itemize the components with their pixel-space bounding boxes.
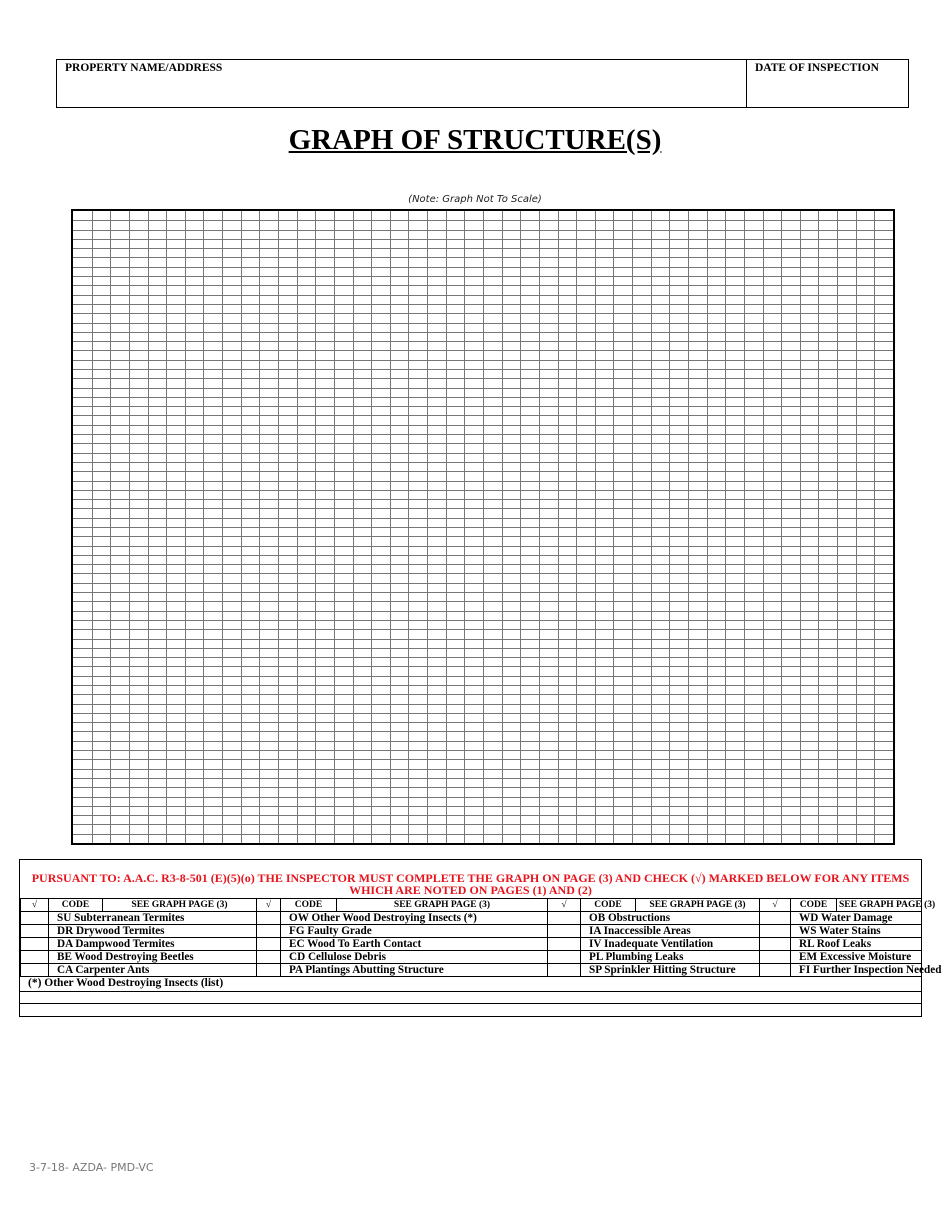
checkbox[interactable] xyxy=(257,912,281,925)
checkbox[interactable] xyxy=(760,964,791,977)
code-item: BE Wood Destroying Beetles xyxy=(49,951,257,964)
checkbox[interactable] xyxy=(760,912,791,925)
checkbox[interactable] xyxy=(548,951,581,964)
code-item: WD Water Damage xyxy=(791,912,922,925)
graph-note: (Note: Graph Not To Scale) xyxy=(408,194,542,205)
code-item: PL Plumbing Leaks xyxy=(581,951,760,964)
code-item: FI Further Inspection Needed xyxy=(791,964,922,977)
code-item: RL Roof Leaks xyxy=(791,938,922,951)
checkbox[interactable] xyxy=(760,951,791,964)
form-footer-code: 3-7-18- AZDA- PMD-VC xyxy=(29,1161,154,1174)
checkbox[interactable] xyxy=(548,964,581,977)
checkbox[interactable] xyxy=(760,938,791,951)
checkbox[interactable] xyxy=(257,925,281,938)
other-insects-label: (*) Other Wood Destroying Insects (list) xyxy=(28,977,224,989)
code-header: CODE xyxy=(581,899,636,912)
checkbox[interactable] xyxy=(21,964,49,977)
page-title: GRAPH OF STRUCTURE(S) xyxy=(288,124,662,156)
check-header: √ xyxy=(548,899,581,912)
code-item: CA Carpenter Ants xyxy=(49,964,257,977)
inspection-date-field[interactable] xyxy=(747,60,908,107)
code-item: EM Excessive Moisture xyxy=(791,951,922,964)
code-table xyxy=(20,898,942,977)
checkbox[interactable] xyxy=(257,951,281,964)
check-header: √ xyxy=(257,899,281,912)
code-row xyxy=(21,925,922,938)
legend-box xyxy=(19,859,942,1017)
check-header: √ xyxy=(760,899,791,912)
checkbox[interactable] xyxy=(21,951,49,964)
property-label: PROPERTY NAME/ADDRESS xyxy=(65,62,223,74)
graph-area[interactable] xyxy=(71,209,895,845)
code-item: DA Dampwood Termites xyxy=(49,938,257,951)
checkbox[interactable] xyxy=(21,925,49,938)
checkbox[interactable] xyxy=(548,912,581,925)
code-item: PA Plantings Abutting Structure xyxy=(281,964,548,977)
code-item: OB Obstructions xyxy=(581,912,760,925)
code-item: CD Cellulose Debris xyxy=(281,951,548,964)
date-label: DATE OF INSPECTION xyxy=(755,62,879,74)
graph-grid xyxy=(73,211,893,843)
code-row xyxy=(21,951,922,964)
pursuant-notice: PURSUANT TO: A.A.C. R3-8-501 (E)(5)(o) THE INSPECTOR MUST COMPLETE THE GRAPH ON PAGE (3) AND CHECK (√) MARKED BELOW FOR ANY ITEMS WHICH ARE NOTED ON PAGES (1) AND (2) xyxy=(31,871,910,897)
code-header: CODE xyxy=(791,899,837,912)
checkbox[interactable] xyxy=(548,938,581,951)
checkbox[interactable] xyxy=(548,925,581,938)
checkbox[interactable] xyxy=(21,912,49,925)
code-row xyxy=(21,912,922,925)
code-item: IA Inaccessible Areas xyxy=(581,925,760,938)
property-name-field[interactable] xyxy=(57,60,747,107)
checkbox[interactable] xyxy=(21,938,49,951)
code-item: EC Wood To Earth Contact xyxy=(281,938,548,951)
code-item: FG Faulty Grade xyxy=(281,925,548,938)
checkbox[interactable] xyxy=(760,925,791,938)
code-row xyxy=(21,938,922,951)
see-graph-header: SEE GRAPH PAGE (3) xyxy=(837,899,922,912)
checkbox[interactable] xyxy=(257,964,281,977)
see-graph-header: SEE GRAPH PAGE (3) xyxy=(636,899,760,912)
code-header: CODE xyxy=(49,899,103,912)
code-table-header xyxy=(21,899,922,912)
see-graph-header: SEE GRAPH PAGE (3) xyxy=(103,899,257,912)
code-item: WS Water Stains xyxy=(791,925,922,938)
other-insects-line[interactable] xyxy=(20,991,921,992)
checkbox[interactable] xyxy=(257,938,281,951)
code-item: SP Sprinkler Hitting Structure xyxy=(581,964,760,977)
code-item: OW Other Wood Destroying Insects (*) xyxy=(281,912,548,925)
other-insects-line[interactable] xyxy=(20,1003,921,1004)
code-row xyxy=(21,964,922,977)
code-item: IV Inadequate Ventilation xyxy=(581,938,760,951)
check-header: √ xyxy=(21,899,49,912)
header-box xyxy=(56,59,909,108)
code-item: SU Subterranean Termites xyxy=(49,912,257,925)
code-item: DR Drywood Termites xyxy=(49,925,257,938)
code-header: CODE xyxy=(281,899,337,912)
see-graph-header: SEE GRAPH PAGE (3) xyxy=(337,899,548,912)
